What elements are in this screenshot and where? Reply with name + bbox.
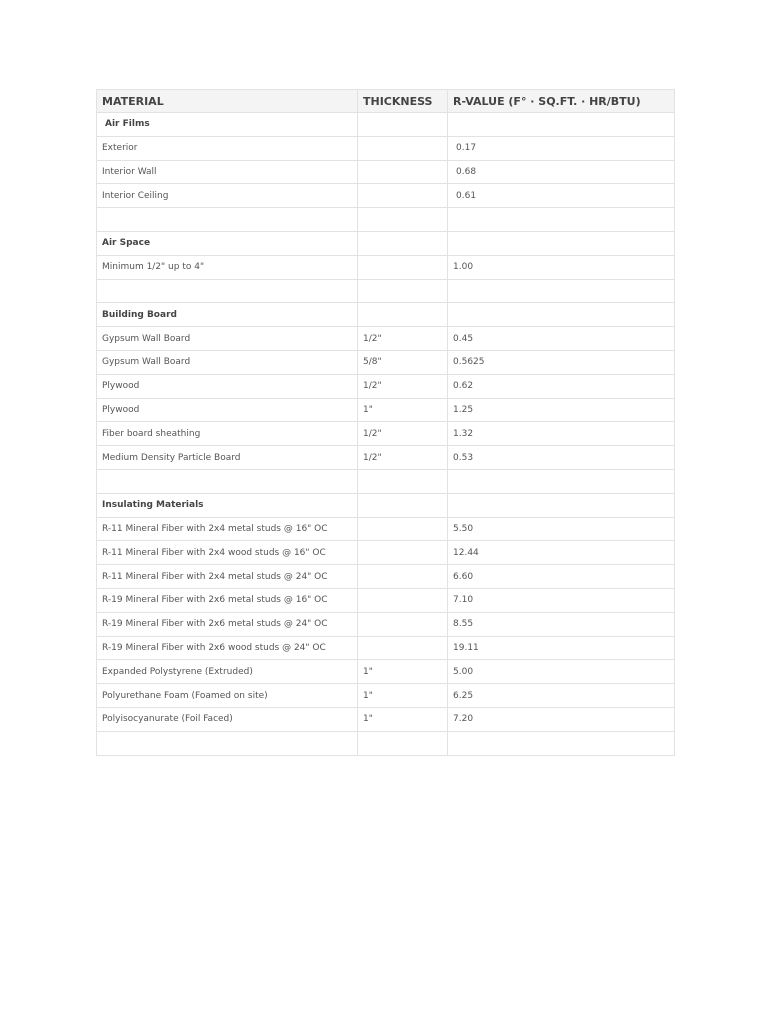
- r-value-cell: 5.00: [448, 660, 675, 684]
- table-row: [97, 136, 675, 160]
- material-cell: Plywood: [97, 398, 358, 422]
- table-row: [97, 446, 675, 470]
- r-value-cell: [448, 493, 675, 517]
- thickness-cell: [358, 231, 448, 255]
- column-header-material: MATERIAL: [97, 90, 358, 113]
- r-value-cell: 5.50: [448, 517, 675, 541]
- table-body: [97, 113, 675, 756]
- thickness-cell: [358, 113, 448, 137]
- table-row: [97, 327, 675, 351]
- material-cell: [97, 279, 358, 303]
- material-cell: R-11 Mineral Fiber with 2x4 metal studs @ 24" OC: [97, 565, 358, 589]
- material-cell: R-11 Mineral Fiber with 2x4 metal studs @ 16" OC: [97, 517, 358, 541]
- table-header: [97, 90, 675, 113]
- material-cell: [97, 208, 358, 232]
- table-row: [97, 374, 675, 398]
- material-cell: [97, 731, 358, 755]
- table-row: [97, 565, 675, 589]
- r-value-cell: 0.5625: [448, 350, 675, 374]
- section-header-row: [97, 303, 675, 327]
- r-value-cell: 1.25: [448, 398, 675, 422]
- material-cell: R-19 Mineral Fiber with 2x6 metal studs @ 24" OC: [97, 612, 358, 636]
- thickness-cell: 1": [358, 707, 448, 731]
- thickness-cell: 1/2": [358, 422, 448, 446]
- material-cell: R-11 Mineral Fiber with 2x4 wood studs @ 16" OC: [97, 541, 358, 565]
- thickness-cell: 1/2": [358, 374, 448, 398]
- spacer-row: [97, 208, 675, 232]
- material-cell: Plywood: [97, 374, 358, 398]
- r-value-cell: [448, 208, 675, 232]
- material-cell: Air Films: [97, 113, 358, 137]
- r-value-cell: [448, 303, 675, 327]
- material-cell: Air Space: [97, 231, 358, 255]
- section-header-row: [97, 113, 675, 137]
- thickness-cell: 1": [358, 684, 448, 708]
- thickness-cell: 1/2": [358, 327, 448, 351]
- r-value-cell: 0.17: [448, 136, 675, 160]
- thickness-cell: [358, 517, 448, 541]
- r-value-cell: 6.60: [448, 565, 675, 589]
- column-header-r-value: R-VALUE (F° · SQ.FT. · HR/BTU): [448, 90, 675, 113]
- r-value-cell: [448, 279, 675, 303]
- r-value-cell: [448, 113, 675, 137]
- r-value-cell: 6.25: [448, 684, 675, 708]
- thickness-cell: [358, 160, 448, 184]
- table-row: [97, 684, 675, 708]
- thickness-cell: [358, 303, 448, 327]
- thickness-cell: 5/8": [358, 350, 448, 374]
- r-value-cell: [448, 731, 675, 755]
- table-row: [97, 541, 675, 565]
- thickness-cell: [358, 493, 448, 517]
- section-header-row: [97, 231, 675, 255]
- table-row: [97, 422, 675, 446]
- thickness-cell: [358, 279, 448, 303]
- r-value-table: [96, 89, 675, 756]
- table-row: [97, 350, 675, 374]
- thickness-cell: 1/2": [358, 446, 448, 470]
- material-cell: [97, 469, 358, 493]
- material-cell: Polyisocyanurate (Foil Faced): [97, 707, 358, 731]
- thickness-cell: [358, 588, 448, 612]
- material-cell: Fiber board sheathing: [97, 422, 358, 446]
- material-cell: R-19 Mineral Fiber with 2x6 metal studs @ 16" OC: [97, 588, 358, 612]
- material-cell: Gypsum Wall Board: [97, 350, 358, 374]
- r-value-cell: 19.11: [448, 636, 675, 660]
- r-value-cell: 0.53: [448, 446, 675, 470]
- table-row: [97, 636, 675, 660]
- material-cell: Interior Ceiling: [97, 184, 358, 208]
- thickness-cell: [358, 469, 448, 493]
- r-value-cell: 1.32: [448, 422, 675, 446]
- header-row: [97, 90, 675, 113]
- r-value-cell: 0.62: [448, 374, 675, 398]
- table-row: [97, 612, 675, 636]
- material-cell: Exterior: [97, 136, 358, 160]
- spacer-row: [97, 279, 675, 303]
- thickness-cell: [358, 636, 448, 660]
- material-cell: Building Board: [97, 303, 358, 327]
- spacer-row: [97, 469, 675, 493]
- thickness-cell: [358, 731, 448, 755]
- r-value-cell: 0.68: [448, 160, 675, 184]
- thickness-cell: [358, 184, 448, 208]
- r-value-cell: 7.20: [448, 707, 675, 731]
- table-row: [97, 517, 675, 541]
- thickness-cell: [358, 255, 448, 279]
- r-value-cell: 1.00: [448, 255, 675, 279]
- table-row: [97, 255, 675, 279]
- table-row: [97, 160, 675, 184]
- material-cell: Minimum 1/2" up to 4": [97, 255, 358, 279]
- table-row: [97, 588, 675, 612]
- r-value-cell: 7.10: [448, 588, 675, 612]
- r-value-cell: [448, 469, 675, 493]
- thickness-cell: [358, 208, 448, 232]
- table-row: [97, 660, 675, 684]
- table-row: [97, 398, 675, 422]
- r-value-cell: [448, 231, 675, 255]
- r-value-cell: 0.61: [448, 184, 675, 208]
- thickness-cell: 1": [358, 398, 448, 422]
- material-cell: Medium Density Particle Board: [97, 446, 358, 470]
- r-value-cell: 12.44: [448, 541, 675, 565]
- spacer-row: [97, 731, 675, 755]
- thickness-cell: [358, 612, 448, 636]
- thickness-cell: [358, 541, 448, 565]
- column-header-thickness: THICKNESS: [358, 90, 448, 113]
- thickness-cell: 1": [358, 660, 448, 684]
- r-value-cell: 0.45: [448, 327, 675, 351]
- material-cell: Gypsum Wall Board: [97, 327, 358, 351]
- material-cell: Insulating Materials: [97, 493, 358, 517]
- material-cell: Polyurethane Foam (Foamed on site): [97, 684, 358, 708]
- material-cell: Expanded Polystyrene (Extruded): [97, 660, 358, 684]
- section-header-row: [97, 493, 675, 517]
- material-cell: Interior Wall: [97, 160, 358, 184]
- table-row: [97, 184, 675, 208]
- r-value-cell: 8.55: [448, 612, 675, 636]
- thickness-cell: [358, 565, 448, 589]
- thickness-cell: [358, 136, 448, 160]
- table-row: [97, 707, 675, 731]
- material-cell: R-19 Mineral Fiber with 2x6 wood studs @ 24" OC: [97, 636, 358, 660]
